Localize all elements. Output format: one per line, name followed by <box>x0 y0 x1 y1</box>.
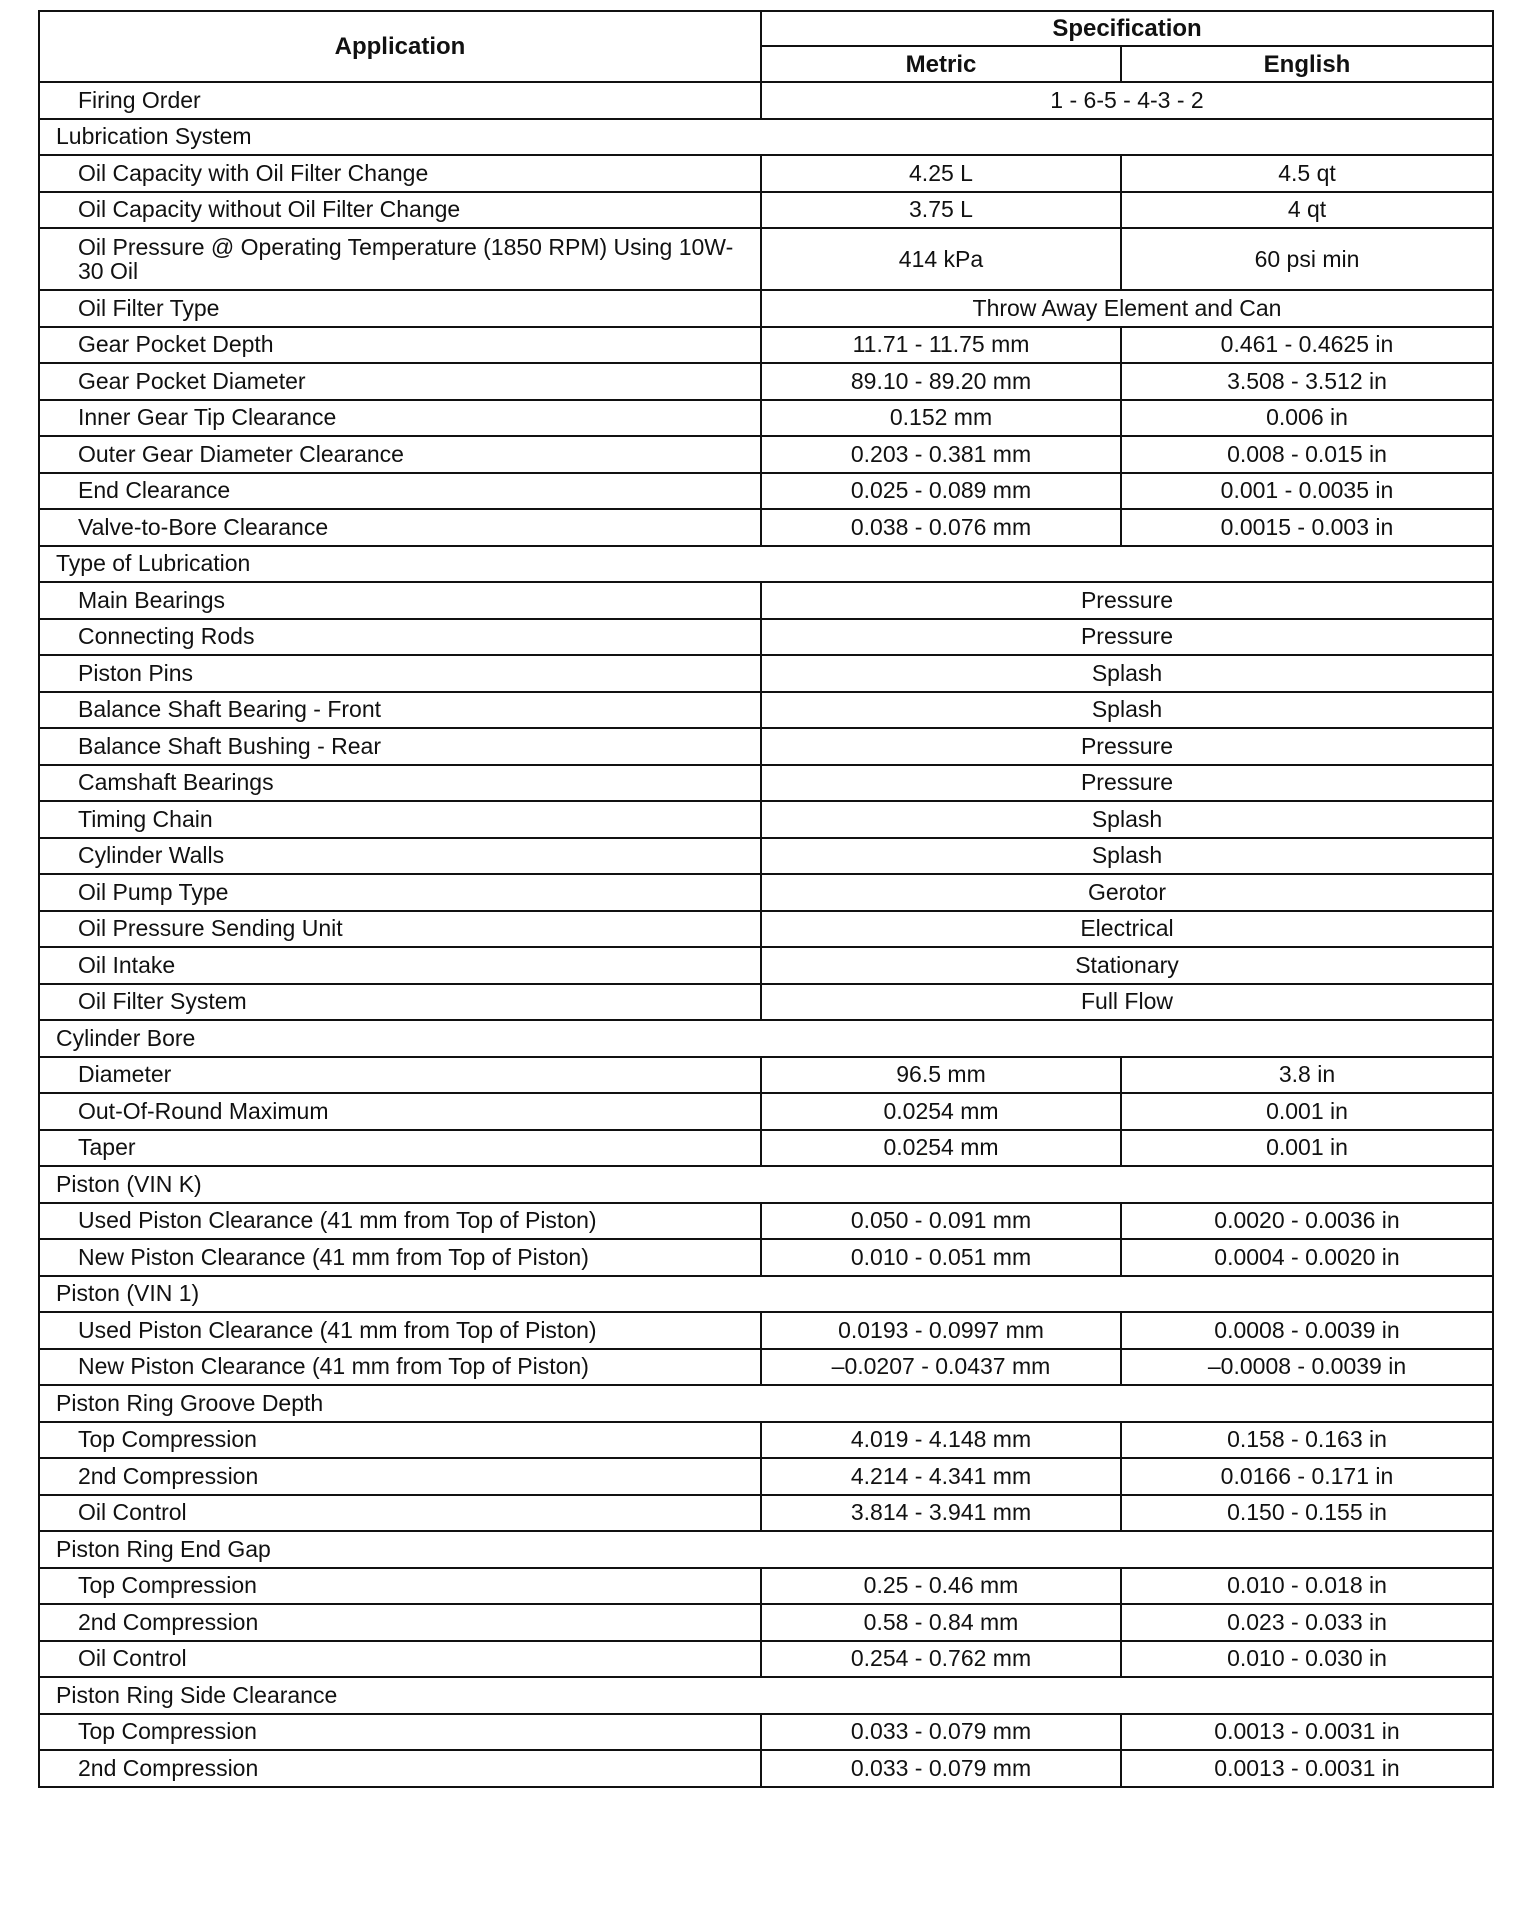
table-row <box>39 801 1493 838</box>
english-cell: 4.5 qt <box>1121 155 1493 192</box>
application-cell: 2nd Compression <box>39 1750 761 1787</box>
english-cell: 0.008 - 0.015 in <box>1121 436 1493 473</box>
english-cell: 0.001 - 0.0035 in <box>1121 473 1493 510</box>
application-cell: New Piston Clearance (41 mm from Top of Piston) <box>39 1239 761 1276</box>
english-cell: 0.0013 - 0.0031 in <box>1121 1750 1493 1787</box>
application-cell: Oil Capacity without Oil Filter Change <box>39 192 761 229</box>
section-label: Piston (VIN K) <box>39 1166 1493 1203</box>
english-cell: 0.023 - 0.033 in <box>1121 1604 1493 1641</box>
table-row <box>39 1093 1493 1130</box>
metric-cell: 0.033 - 0.079 mm <box>761 1714 1121 1751</box>
english-cell: 0.001 in <box>1121 1130 1493 1167</box>
section-label: Cylinder Bore <box>39 1020 1493 1057</box>
specification-cell: 1 - 6-5 - 4-3 - 2 <box>761 82 1493 119</box>
metric-header: Metric <box>761 46 1121 82</box>
table-row <box>39 1604 1493 1641</box>
application-cell: Piston Pins <box>39 655 761 692</box>
specification-cell: Pressure <box>761 728 1493 765</box>
table-row <box>39 655 1493 692</box>
table-row <box>39 1203 1493 1240</box>
specification-cell: Splash <box>761 838 1493 875</box>
metric-cell: 0.152 mm <box>761 400 1121 437</box>
application-cell: Oil Pump Type <box>39 874 761 911</box>
section-row <box>39 546 1493 583</box>
table-row <box>39 728 1493 765</box>
table-row <box>39 473 1493 510</box>
table-row <box>39 1312 1493 1349</box>
application-cell: Top Compression <box>39 1714 761 1751</box>
metric-cell: 414 kPa <box>761 228 1121 290</box>
specification-cell: Splash <box>761 655 1493 692</box>
english-cell: 4 qt <box>1121 192 1493 229</box>
english-cell: 0.010 - 0.030 in <box>1121 1641 1493 1678</box>
table-row <box>39 436 1493 473</box>
application-cell: 2nd Compression <box>39 1458 761 1495</box>
table-row <box>39 1130 1493 1167</box>
specification-cell: Throw Away Element and Can <box>761 290 1493 327</box>
metric-cell: 0.033 - 0.079 mm <box>761 1750 1121 1787</box>
section-row <box>39 1531 1493 1568</box>
english-cell: 0.0020 - 0.0036 in <box>1121 1203 1493 1240</box>
application-cell: Out-Of-Round Maximum <box>39 1093 761 1130</box>
section-row <box>39 1020 1493 1057</box>
table-row <box>39 838 1493 875</box>
specification-cell: Gerotor <box>761 874 1493 911</box>
english-cell: 0.006 in <box>1121 400 1493 437</box>
table-row <box>39 192 1493 229</box>
specification-cell: Pressure <box>761 582 1493 619</box>
application-cell: Top Compression <box>39 1568 761 1605</box>
application-cell: Inner Gear Tip Clearance <box>39 400 761 437</box>
application-cell: Camshaft Bearings <box>39 765 761 802</box>
section-label: Piston Ring End Gap <box>39 1531 1493 1568</box>
application-cell: Used Piston Clearance (41 mm from Top of Piston) <box>39 1312 761 1349</box>
table-row <box>39 1239 1493 1276</box>
application-cell: Oil Capacity with Oil Filter Change <box>39 155 761 192</box>
metric-cell: 0.025 - 0.089 mm <box>761 473 1121 510</box>
specification-cell: Splash <box>761 801 1493 838</box>
table-row <box>39 874 1493 911</box>
metric-cell: 0.0193 - 0.0997 mm <box>761 1312 1121 1349</box>
table-row <box>39 1349 1493 1386</box>
section-row <box>39 1677 1493 1714</box>
application-cell: Cylinder Walls <box>39 838 761 875</box>
english-cell: 0.0166 - 0.171 in <box>1121 1458 1493 1495</box>
metric-cell: 0.203 - 0.381 mm <box>761 436 1121 473</box>
section-row <box>39 119 1493 156</box>
table-row <box>39 765 1493 802</box>
section-row <box>39 1166 1493 1203</box>
table-row <box>39 1641 1493 1678</box>
table-row <box>39 363 1493 400</box>
application-cell: Outer Gear Diameter Clearance <box>39 436 761 473</box>
metric-cell: 4.214 - 4.341 mm <box>761 1458 1121 1495</box>
metric-cell: 11.71 - 11.75 mm <box>761 327 1121 364</box>
application-cell: Taper <box>39 1130 761 1167</box>
application-cell: Main Bearings <box>39 582 761 619</box>
application-cell: Oil Filter Type <box>39 290 761 327</box>
header-row-top <box>39 11 1493 46</box>
table-row <box>39 619 1493 656</box>
english-cell: –0.0008 - 0.0039 in <box>1121 1349 1493 1386</box>
specification-cell: Electrical <box>761 911 1493 948</box>
english-cell: 0.150 - 0.155 in <box>1121 1495 1493 1532</box>
table-row <box>39 1750 1493 1787</box>
specification-cell: Full Flow <box>761 984 1493 1021</box>
english-cell: 0.461 - 0.4625 in <box>1121 327 1493 364</box>
metric-cell: 3.814 - 3.941 mm <box>761 1495 1121 1532</box>
application-cell: Used Piston Clearance (41 mm from Top of Piston) <box>39 1203 761 1240</box>
application-cell: Oil Filter System <box>39 984 761 1021</box>
application-cell: Oil Control <box>39 1495 761 1532</box>
english-cell: 0.010 - 0.018 in <box>1121 1568 1493 1605</box>
english-cell: 3.8 in <box>1121 1057 1493 1094</box>
section-label: Piston Ring Side Clearance <box>39 1677 1493 1714</box>
application-cell: Timing Chain <box>39 801 761 838</box>
metric-cell: 3.75 L <box>761 192 1121 229</box>
table-row <box>39 984 1493 1021</box>
metric-cell: –0.0207 - 0.0437 mm <box>761 1349 1121 1386</box>
application-cell: Balance Shaft Bearing - Front <box>39 692 761 729</box>
section-row <box>39 1385 1493 1422</box>
application-cell: Firing Order <box>39 82 761 119</box>
application-cell: Oil Intake <box>39 947 761 984</box>
metric-cell: 96.5 mm <box>761 1057 1121 1094</box>
section-label: Type of Lubrication <box>39 546 1493 583</box>
metric-cell: 89.10 - 89.20 mm <box>761 363 1121 400</box>
english-cell: 3.508 - 3.512 in <box>1121 363 1493 400</box>
table-row <box>39 1568 1493 1605</box>
application-cell: Gear Pocket Depth <box>39 327 761 364</box>
table-row <box>39 290 1493 327</box>
application-cell: Valve-to-Bore Clearance <box>39 509 761 546</box>
metric-cell: 0.050 - 0.091 mm <box>761 1203 1121 1240</box>
english-cell: 0.0008 - 0.0039 in <box>1121 1312 1493 1349</box>
application-cell: Oil Pressure @ Operating Temperature (1850 RPM) Using 10W-30 Oil <box>39 228 761 290</box>
metric-cell: 0.0254 mm <box>761 1130 1121 1167</box>
section-label: Piston Ring Groove Depth <box>39 1385 1493 1422</box>
metric-cell: 0.038 - 0.076 mm <box>761 509 1121 546</box>
application-cell: End Clearance <box>39 473 761 510</box>
metric-cell: 0.58 - 0.84 mm <box>761 1604 1121 1641</box>
english-cell: 0.0004 - 0.0020 in <box>1121 1239 1493 1276</box>
specification-cell: Stationary <box>761 947 1493 984</box>
table-row <box>39 327 1493 364</box>
specification-header: Specification <box>761 11 1493 46</box>
table-row <box>39 1057 1493 1094</box>
table-row <box>39 911 1493 948</box>
table-row <box>39 947 1493 984</box>
metric-cell: 4.25 L <box>761 155 1121 192</box>
english-header: English <box>1121 46 1493 82</box>
application-cell: Oil Pressure Sending Unit <box>39 911 761 948</box>
application-header: Application <box>39 11 761 82</box>
application-cell: Balance Shaft Bushing - Rear <box>39 728 761 765</box>
table-row <box>39 82 1493 119</box>
table-row <box>39 155 1493 192</box>
table-row <box>39 1714 1493 1751</box>
table-row <box>39 1458 1493 1495</box>
english-cell: 60 psi min <box>1121 228 1493 290</box>
table-row <box>39 509 1493 546</box>
section-row <box>39 1276 1493 1313</box>
table-row <box>39 400 1493 437</box>
table-row <box>39 1495 1493 1532</box>
specification-cell: Pressure <box>761 765 1493 802</box>
application-cell: Oil Control <box>39 1641 761 1678</box>
application-cell: Diameter <box>39 1057 761 1094</box>
application-cell: Gear Pocket Diameter <box>39 363 761 400</box>
english-cell: 0.001 in <box>1121 1093 1493 1130</box>
table-row <box>39 1422 1493 1459</box>
metric-cell: 0.25 - 0.46 mm <box>761 1568 1121 1605</box>
application-cell: 2nd Compression <box>39 1604 761 1641</box>
section-label: Lubrication System <box>39 119 1493 156</box>
table-row <box>39 228 1493 290</box>
table-row <box>39 692 1493 729</box>
metric-cell: 4.019 - 4.148 mm <box>761 1422 1121 1459</box>
application-cell: Top Compression <box>39 1422 761 1459</box>
english-cell: 0.158 - 0.163 in <box>1121 1422 1493 1459</box>
metric-cell: 0.254 - 0.762 mm <box>761 1641 1121 1678</box>
section-label: Piston (VIN 1) <box>39 1276 1493 1313</box>
specification-cell: Pressure <box>761 619 1493 656</box>
table-row <box>39 582 1493 619</box>
table-body <box>39 82 1493 1787</box>
metric-cell: 0.010 - 0.051 mm <box>761 1239 1121 1276</box>
specification-cell: Splash <box>761 692 1493 729</box>
specification-table <box>38 10 1494 1788</box>
application-cell: New Piston Clearance (41 mm from Top of Piston) <box>39 1349 761 1386</box>
application-cell: Connecting Rods <box>39 619 761 656</box>
english-cell: 0.0015 - 0.003 in <box>1121 509 1493 546</box>
english-cell: 0.0013 - 0.0031 in <box>1121 1714 1493 1751</box>
metric-cell: 0.0254 mm <box>761 1093 1121 1130</box>
